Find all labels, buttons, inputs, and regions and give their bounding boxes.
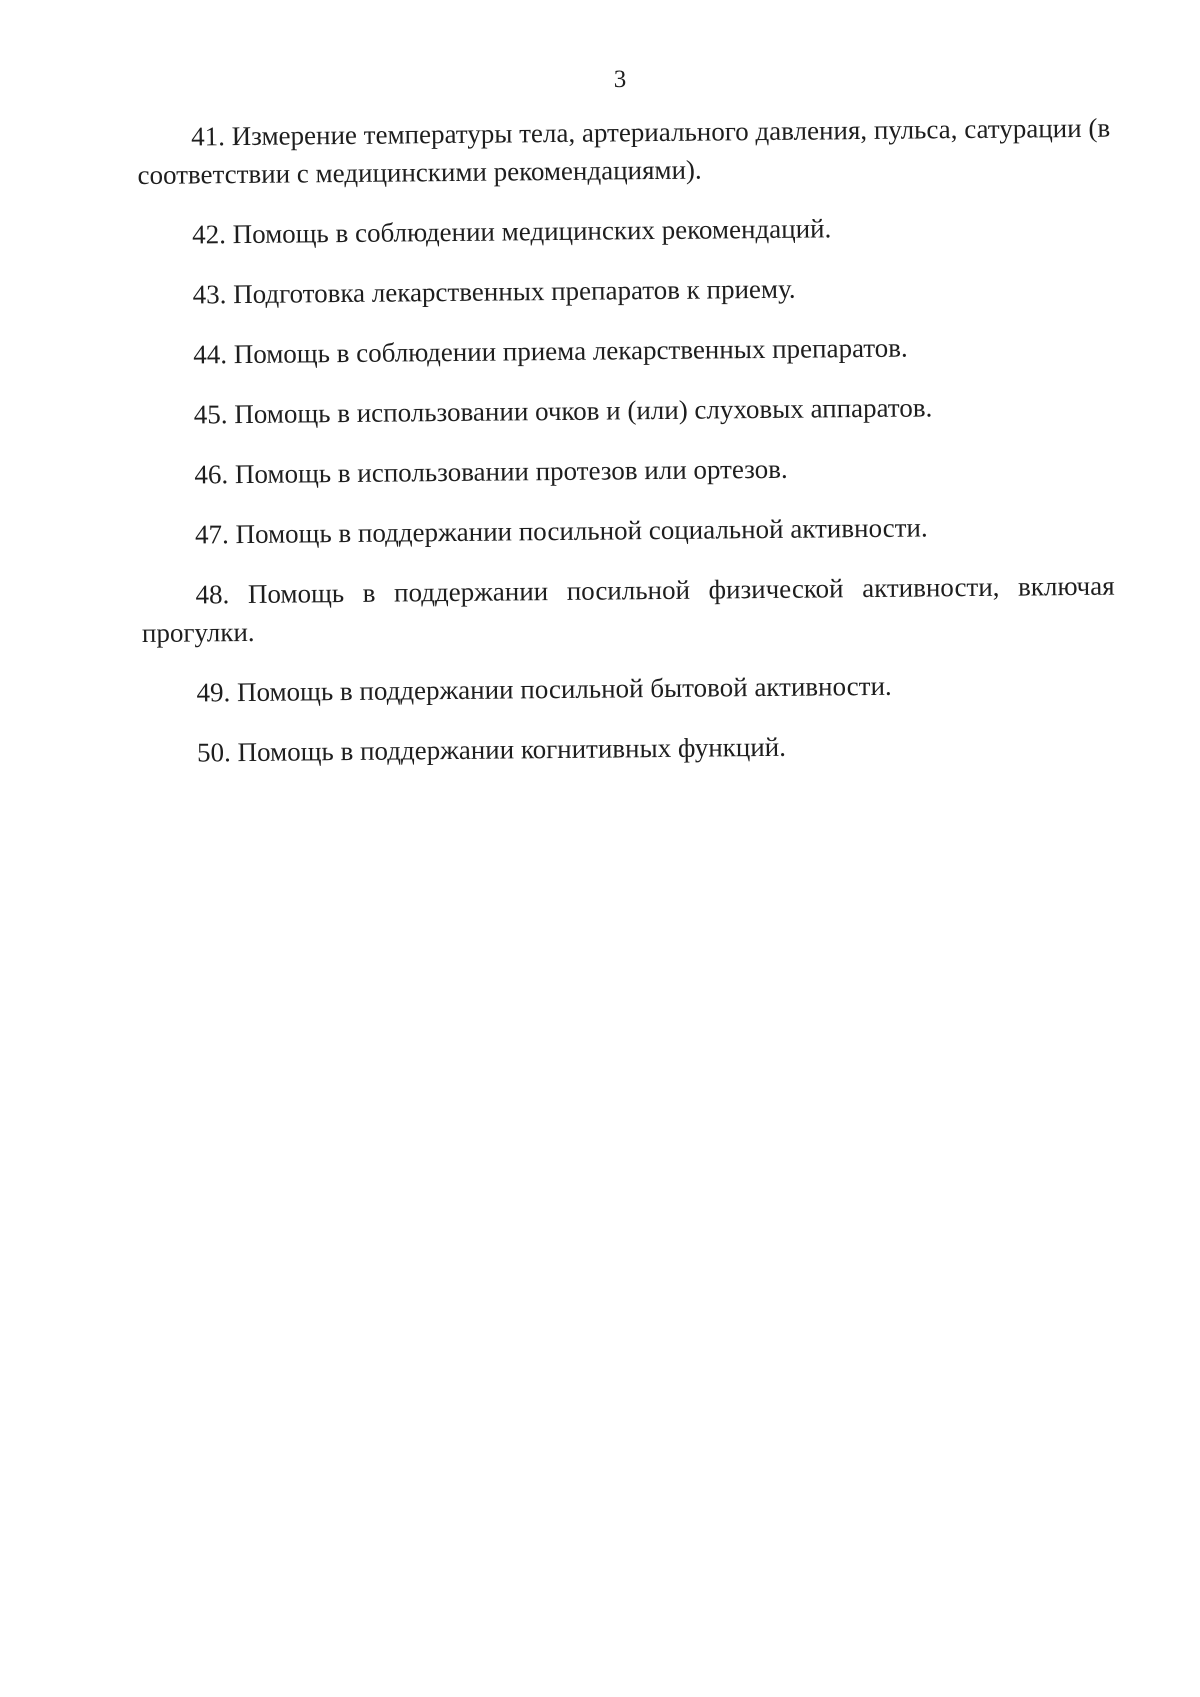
document-body xyxy=(137,109,1116,794)
list-item-49: 49. Помощь в поддержании посильной бытовой активности. xyxy=(196,670,892,708)
list-item-43: 43. Подготовка лекарственных препаратов к приему. xyxy=(192,273,796,310)
list-item-48: 48. Помощь в поддержании посильной физической активности, включая прогулки. xyxy=(141,570,1115,648)
list-item-45: 45. Помощь в использовании очков и (или) слуховых аппаратов. xyxy=(193,392,933,430)
list-item-42: 42. Помощь в соблюдении медицинских рекомендаций. xyxy=(191,213,832,250)
list-item-50: 50. Помощь в поддержании когнитивных функций. xyxy=(196,731,787,768)
page-number: 3 xyxy=(613,66,627,93)
list-item-44: 44. Помощь в соблюдении приема лекарственных препаратов. xyxy=(193,332,908,370)
list-item-47: 47. Помощь в поддержании посильной социальной активности. xyxy=(194,512,928,550)
list-item-41: 41. Измерение температуры тела, артериального давления, пульса, сатурации (в соответствии с медицинскими рекомендациями). xyxy=(137,112,1111,190)
list-item-46: 46. Помощь в использовании протезов или ортезов. xyxy=(194,453,788,490)
